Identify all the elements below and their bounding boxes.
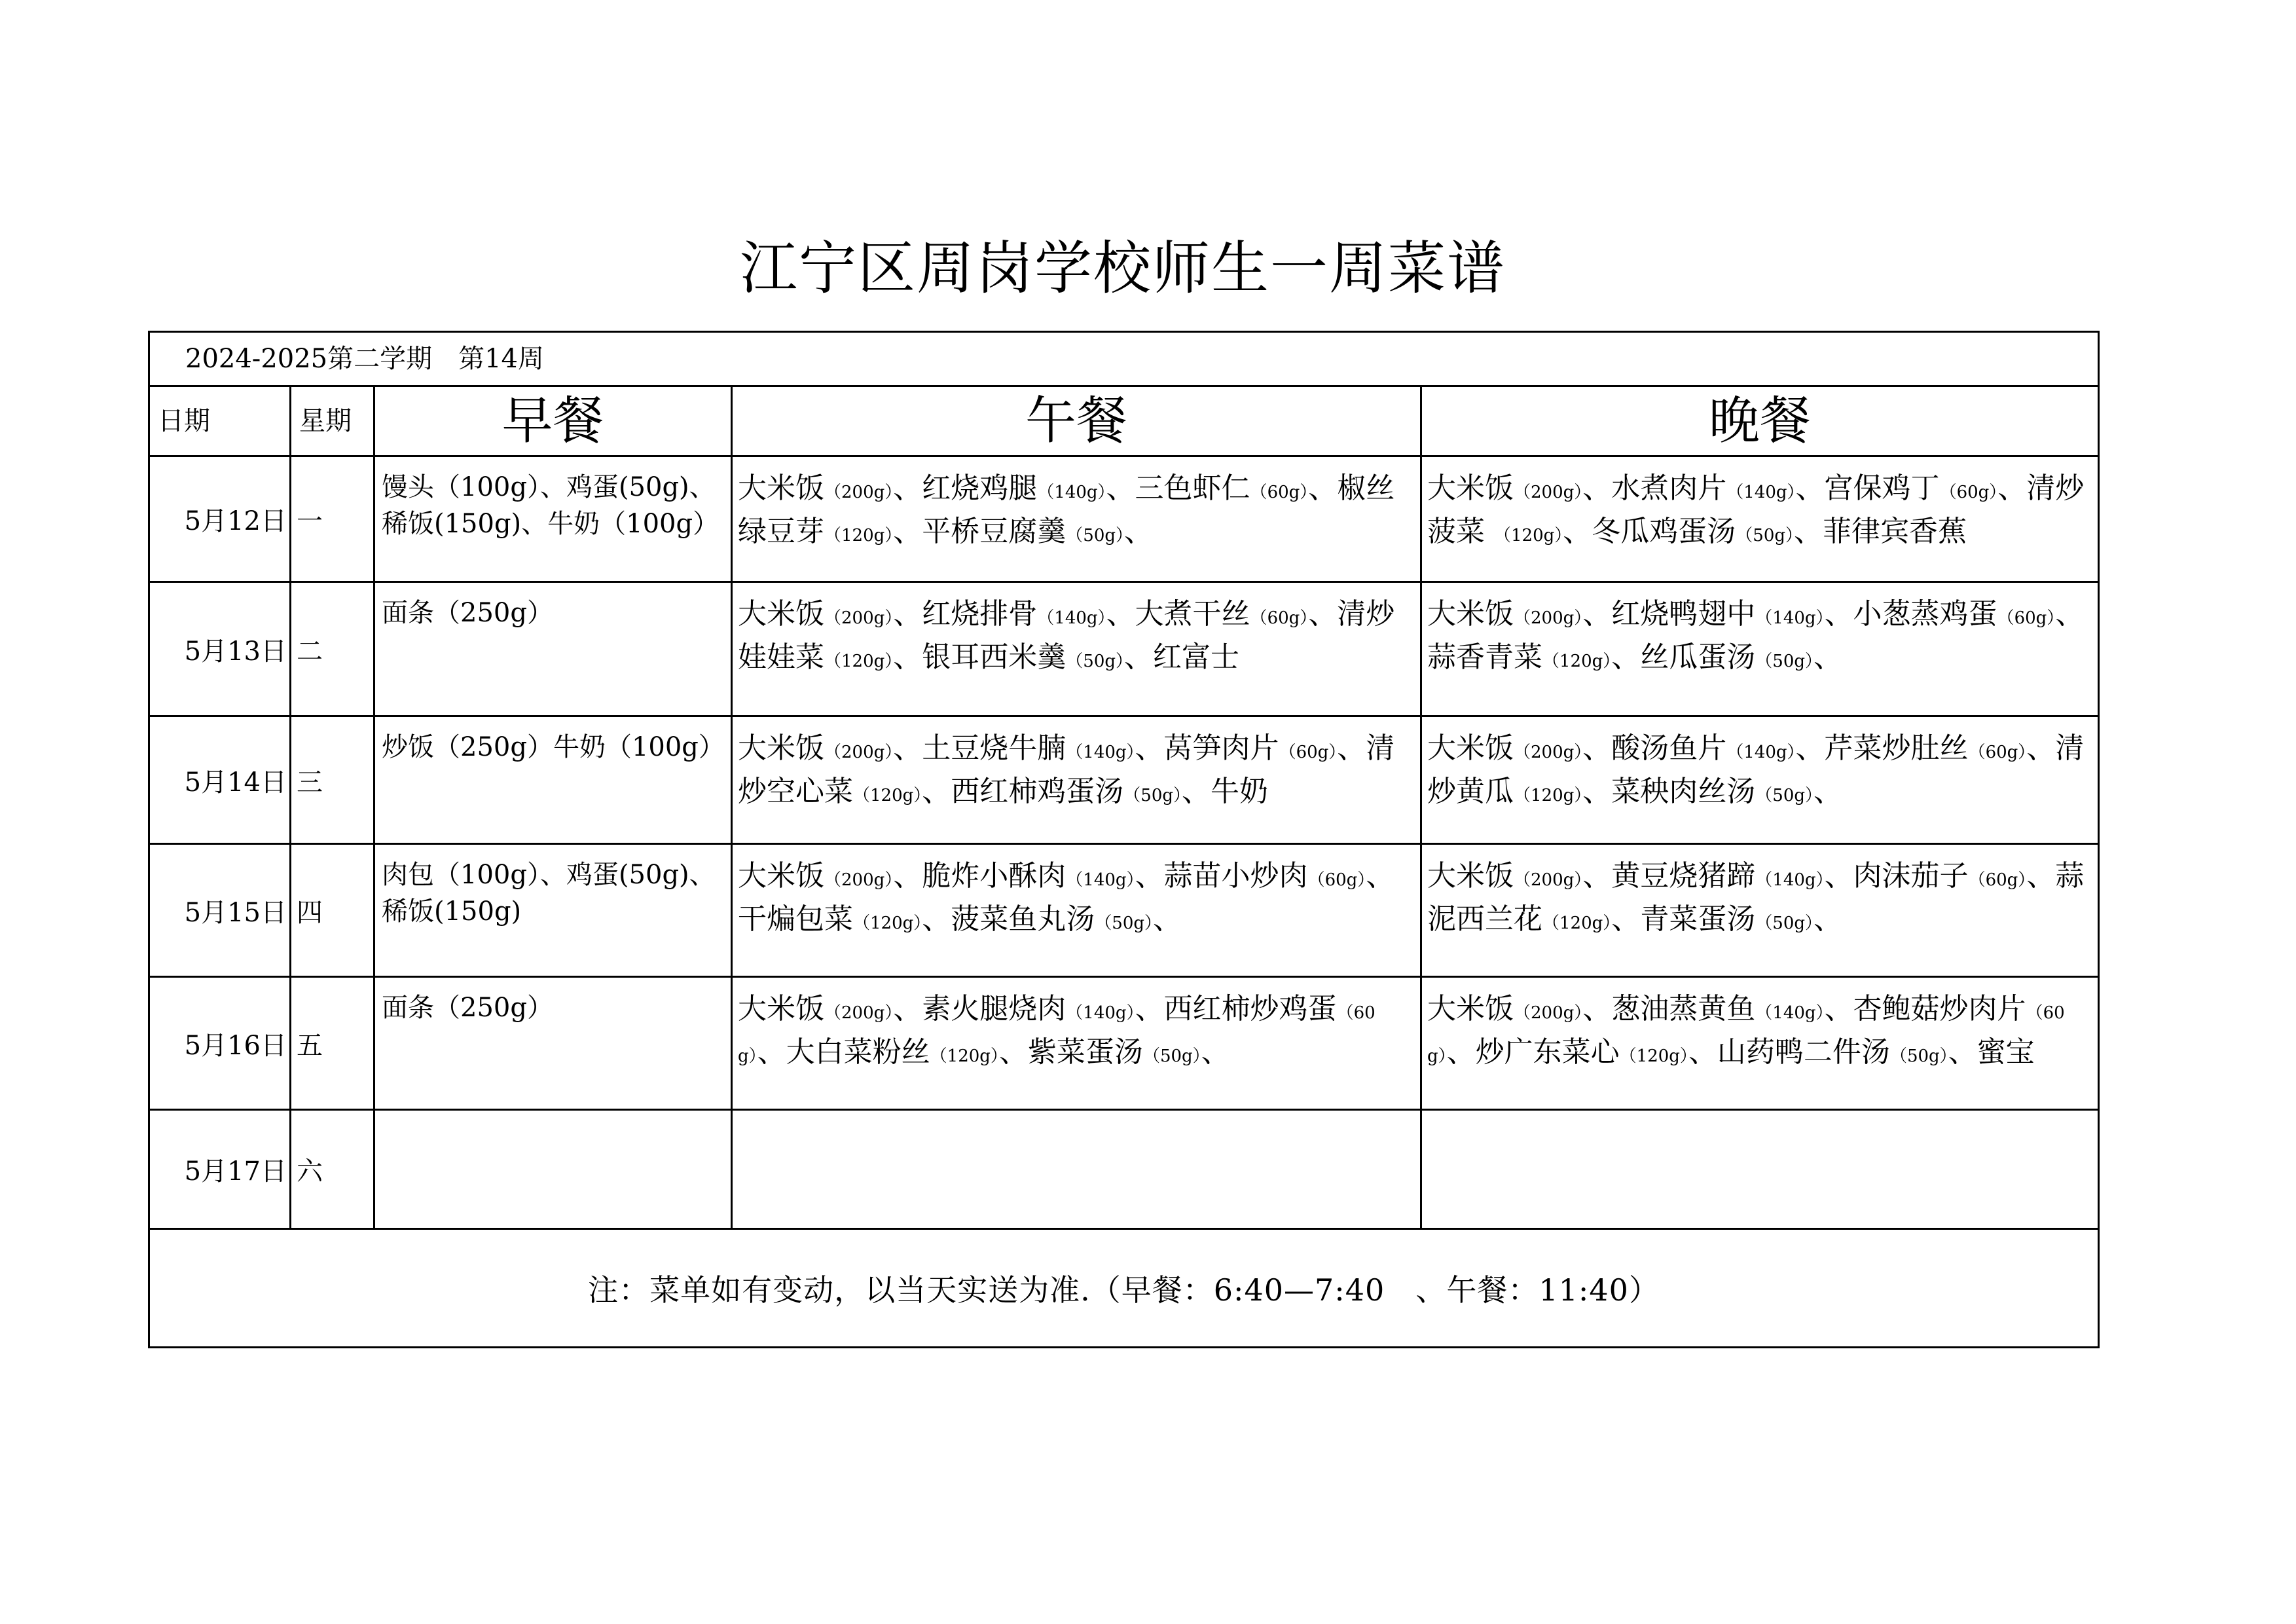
dish-text: 大米饭 — [1427, 731, 1514, 765]
portion-size: （60g） — [1997, 608, 2056, 628]
dish-text: 、清炒空心菜 — [738, 731, 1395, 808]
portion-size: （140g） — [1037, 483, 1106, 502]
dish-text: 、葱油蒸黄鱼 — [1582, 992, 1756, 1025]
table-row — [149, 844, 2099, 977]
weekday-cell: 一 — [291, 456, 374, 582]
dish-text: 、大煮干丝 — [1106, 597, 1250, 631]
portion-size: （120g） — [1514, 786, 1583, 805]
dish-text: 、黄豆烧猪蹄 — [1582, 859, 1756, 893]
dish-text: 大米饭 — [738, 597, 824, 631]
lunch-cell — [732, 844, 1421, 977]
portion-size: （120g） — [824, 652, 894, 671]
dish-text: 大米饭 — [1427, 471, 1514, 505]
dish-text: 、菲律宾香蕉 — [1794, 515, 1967, 548]
table-row — [149, 456, 2099, 582]
portion-size: （60g） — [1939, 483, 1998, 502]
dish-text: 、蒜苗小炒肉 — [1135, 859, 1308, 893]
dish-text: 、水煮肉片 — [1582, 471, 1727, 505]
weekday-cell: 六 — [291, 1110, 374, 1229]
dinner-cell — [1421, 456, 2099, 582]
dish-text: 、 — [1124, 515, 1154, 548]
portion-size: （140g） — [1755, 608, 1825, 628]
dish-text: 、 — [1813, 902, 1843, 936]
dish-text: 、炒广东菜心 — [1446, 1035, 1620, 1069]
dish-text: 、山药鸭二件汤 — [1688, 1035, 1890, 1069]
portion-size: （50g） — [1755, 913, 1814, 933]
portion-size: （120g） — [1542, 913, 1612, 933]
portion-size: （140g） — [1726, 483, 1796, 502]
weekday-cell: 二 — [291, 582, 374, 716]
dinner-cell — [1421, 1110, 2099, 1229]
portion-size: （60g） — [1968, 870, 2027, 890]
dish-text: 、 — [1813, 640, 1843, 674]
portion-size: （60g） — [1250, 483, 1309, 502]
dish-text: 、脆炸小酥肉 — [893, 859, 1066, 893]
table-row — [149, 1110, 2099, 1229]
portion-size: （200g） — [824, 743, 894, 762]
portion-size: （60g） — [738, 1003, 1376, 1066]
portion-size: （200g） — [824, 608, 894, 628]
lunch-cell — [732, 582, 1421, 716]
lunch-column-header: 午餐 — [732, 386, 1421, 456]
dish-text: 、丝瓜蛋汤 — [1611, 640, 1756, 674]
dish-text: 大米饭 — [738, 992, 824, 1025]
portion-size: （120g） — [1494, 526, 1563, 545]
page-title: 江宁区周岗学校师生一周菜谱 — [739, 234, 1506, 302]
dish-text: 、红烧鸭翅中 — [1582, 597, 1756, 631]
portion-size: （50g） — [1755, 786, 1814, 805]
weekday-cell: 四 — [291, 844, 374, 977]
dish-text: 大米饭 — [738, 731, 824, 765]
dish-text: 、平桥豆腐羹 — [893, 515, 1066, 548]
portion-size: （200g） — [1514, 743, 1583, 762]
portion-size: （60g） — [1427, 1003, 2065, 1066]
portion-size: （50g） — [1889, 1046, 1948, 1066]
portion-size: （140g） — [1066, 1003, 1135, 1023]
table-row — [149, 977, 2099, 1110]
lunch-cell — [732, 977, 1421, 1110]
dish-text: 、蜜宝 — [1948, 1035, 2035, 1069]
weekday-column-header: 星期 — [291, 386, 374, 456]
dish-text: 大米饭 — [1427, 859, 1514, 893]
dish-text: 大米饭 — [1427, 992, 1514, 1025]
dish-text: 、蒜泥西兰花 — [1427, 859, 2085, 936]
portion-size: （140g） — [1037, 608, 1106, 628]
weekday-cell: 五 — [291, 977, 374, 1110]
portion-size: （50g） — [1123, 786, 1182, 805]
portion-size: （200g） — [824, 483, 894, 502]
dish-text: 、 — [1813, 775, 1843, 808]
portion-size: （50g） — [1095, 913, 1154, 933]
breakfast-cell: 面条（250g） — [374, 977, 732, 1110]
portion-size: （60g） — [1279, 743, 1338, 762]
dinner-cell — [1421, 844, 2099, 977]
dish-text: 、紫菜蛋汤 — [998, 1035, 1143, 1069]
dish-text: 、干煸包菜 — [738, 859, 1395, 936]
breakfast-cell: 炒饭（250g）牛奶（100g） — [374, 716, 732, 844]
dish-text: 、小葱蒸鸡蛋 — [1824, 597, 1997, 631]
date-cell: 5月17日 — [149, 1110, 291, 1229]
portion-size: （140g） — [1066, 743, 1135, 762]
breakfast-cell: 馒头（100g）、鸡蛋(50g)、稀饭(150g)、牛奶（100g） — [374, 456, 732, 582]
dish-text: 、冬瓜鸡蛋汤 — [1563, 515, 1736, 548]
dish-text: 、牛奶 — [1182, 775, 1269, 808]
dish-text: 、三色虾仁 — [1106, 471, 1250, 505]
portion-size: （60g） — [1250, 608, 1309, 628]
dish-text: 、土豆烧牛腩 — [893, 731, 1066, 765]
portion-size: （120g） — [1619, 1046, 1688, 1066]
portion-size: （120g） — [824, 526, 894, 545]
dish-text: 、西红柿鸡蛋汤 — [922, 775, 1124, 808]
portion-size: （200g） — [824, 870, 894, 890]
portion-size: （140g） — [1066, 870, 1135, 890]
table-row — [149, 582, 2099, 716]
dinner-cell — [1421, 582, 2099, 716]
dish-text: 大米饭 — [1427, 597, 1514, 631]
semester-row — [149, 332, 2099, 386]
lunch-cell — [732, 716, 1421, 844]
dish-text: 、宫保鸡丁 — [1795, 471, 1940, 505]
date-cell: 5月12日 — [149, 456, 291, 582]
dish-text: 、素火腿烧肉 — [893, 992, 1066, 1025]
portion-size: （120g） — [930, 1046, 999, 1066]
dish-text: 、菠菜鱼丸汤 — [922, 902, 1095, 936]
date-cell: 5月15日 — [149, 844, 291, 977]
dish-text: 、菜秧肉丝汤 — [1582, 775, 1756, 808]
dish-text: 、银耳西米羹 — [893, 640, 1066, 674]
portion-size: （200g） — [1514, 483, 1583, 502]
dish-text: 大米饭 — [738, 471, 824, 505]
dish-text: 、清炒娃娃菜 — [738, 597, 1395, 674]
dish-text: 大米饭 — [738, 859, 824, 893]
dish-text: 、蒜香青菜 — [1427, 597, 2085, 674]
dish-text: 、 — [1153, 902, 1182, 936]
breakfast-cell: 肉包（100g）、鸡蛋(50g)、稀饭(150g) — [374, 844, 732, 977]
dish-text: 、青菜蛋汤 — [1611, 902, 1756, 936]
dish-text: 、清炒黄瓜 — [1427, 731, 2085, 808]
lunch-cell — [732, 456, 1421, 582]
date-cell: 5月14日 — [149, 716, 291, 844]
portion-size: （120g） — [853, 913, 922, 933]
portion-size: （200g） — [824, 1003, 894, 1023]
portion-size: （120g） — [853, 786, 922, 805]
breakfast-cell: 面条（250g） — [374, 582, 732, 716]
dinner-cell — [1421, 716, 2099, 844]
portion-size: （200g） — [1514, 1003, 1583, 1023]
dish-text: 、杏鲍菇炒肉片 — [1824, 992, 2026, 1025]
dish-text: 、大白菜粉丝 — [757, 1035, 930, 1069]
dish-text: 、红烧排骨 — [893, 597, 1038, 631]
breakfast-column-header: 早餐 — [374, 386, 732, 456]
portion-size: （60g） — [1307, 870, 1366, 890]
dish-text: 、清炒菠菜 — [1427, 471, 2085, 548]
breakfast-cell — [374, 1110, 732, 1229]
portion-size: （120g） — [1542, 652, 1612, 671]
portion-size: （50g） — [1736, 526, 1795, 545]
dinner-column-header: 晚餐 — [1421, 386, 2099, 456]
footnote: 注：菜单如有变动，以当天实送为准.（早餐：6:40—7:40 、午餐：11:40） — [149, 1229, 2099, 1348]
portion-size: （50g） — [1142, 1046, 1201, 1066]
dish-text: 、椒丝绿豆芽 — [738, 471, 1395, 548]
dish-text: 、红富士 — [1124, 640, 1240, 674]
dish-text: 、酸汤鱼片 — [1582, 731, 1727, 765]
dinner-cell — [1421, 977, 2099, 1110]
portion-size: （50g） — [1066, 526, 1125, 545]
portion-size: （140g） — [1755, 870, 1825, 890]
dish-text: 、 — [1201, 1035, 1230, 1069]
weekly-menu-table — [148, 331, 2100, 1348]
portion-size: （60g） — [1968, 743, 2027, 762]
table-row — [149, 716, 2099, 844]
semester-info: 2024-2025第二学期 第14周 — [149, 332, 2099, 386]
dish-text: 、西红柿炒鸡蛋 — [1135, 992, 1337, 1025]
footnote-row — [149, 1229, 2099, 1348]
portion-size: （200g） — [1514, 870, 1583, 890]
date-cell: 5月16日 — [149, 977, 291, 1110]
portion-size: （200g） — [1514, 608, 1583, 628]
dish-text: 、肉沫茄子 — [1824, 859, 1969, 893]
portion-size: （140g） — [1755, 1003, 1825, 1023]
weekday-cell: 三 — [291, 716, 374, 844]
date-cell: 5月13日 — [149, 582, 291, 716]
lunch-cell — [732, 1110, 1421, 1229]
portion-size: （50g） — [1755, 652, 1814, 671]
dish-text: 、芹菜炒肚丝 — [1795, 731, 1969, 765]
date-column-header: 日期 — [149, 386, 291, 456]
portion-size: （50g） — [1066, 652, 1125, 671]
dish-text: 、莴笋肉片 — [1135, 731, 1279, 765]
header-row — [149, 386, 2099, 456]
portion-size: （140g） — [1726, 743, 1796, 762]
dish-text: 、红烧鸡腿 — [893, 471, 1038, 505]
